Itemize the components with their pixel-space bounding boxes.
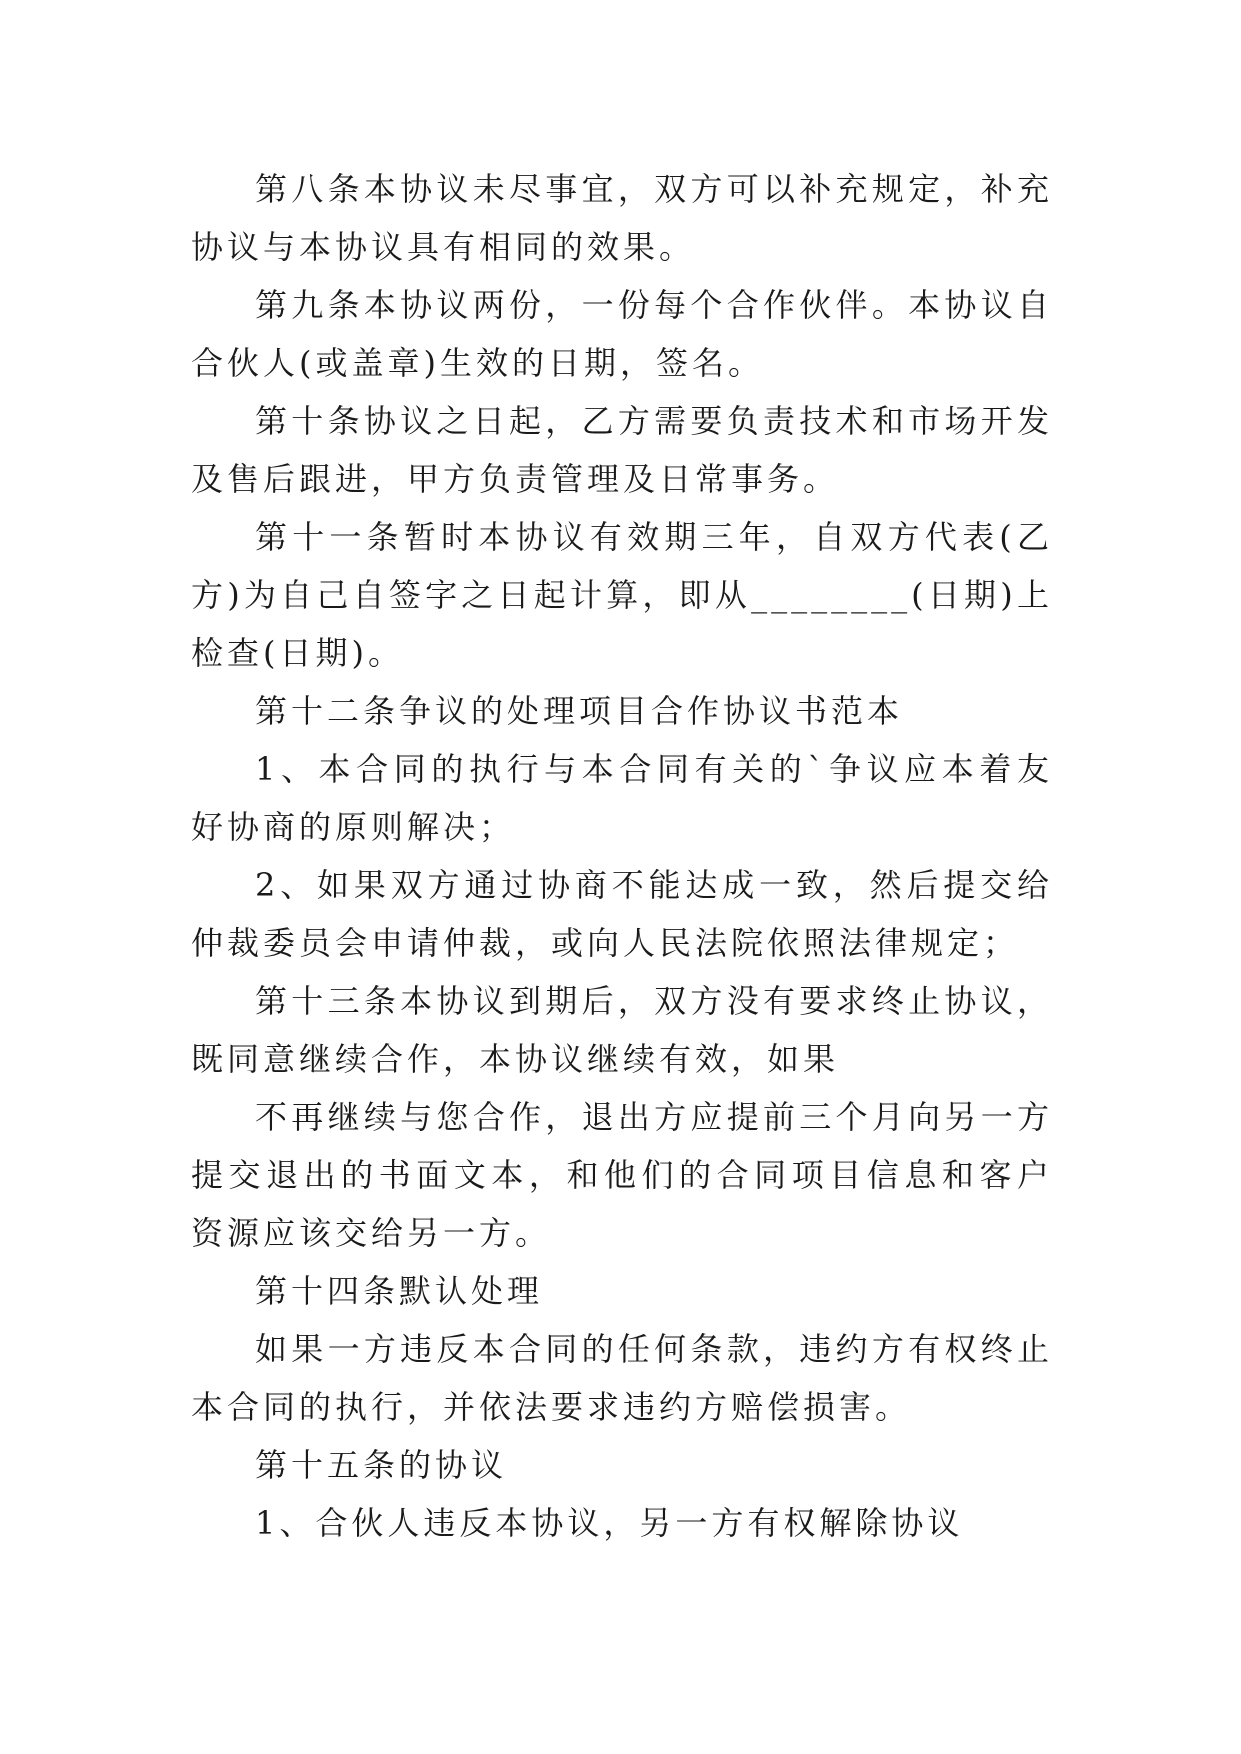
paragraph-article-12-item-1: 1、本合同的执行与本合同有关的`争议应本着友好协商的原则解决； bbox=[191, 750, 1053, 846]
document-body bbox=[191, 160, 1053, 1552]
paragraph-article-14-heading: 第十四条默认处理 bbox=[255, 1272, 544, 1310]
paragraph-article-8: 第八条本协议未尽事宜，双方可以补充规定，补充协议与本协议具有相同的效果。 bbox=[191, 170, 1053, 266]
paragraph-article-14-body: 如果一方违反本合同的任何条款，违约方有权终止本合同的执行，并依法要求违约方赔偿损害。 bbox=[191, 1330, 1053, 1426]
paragraph-article-9: 第九条本协议两份，一份每个合作伙伴。本协议自合伙人(或盖章)生效的日期，签名。 bbox=[191, 286, 1053, 382]
paragraph-article-12-heading: 第十二条争议的处理项目合作协议书范本 bbox=[255, 692, 904, 730]
paragraph-article-15-item-1: 1、合伙人违反本协议，另一方有权解除协议 bbox=[255, 1504, 964, 1542]
paragraph-article-10: 第十条协议之日起，乙方需要负责技术和市场开发及售后跟进，甲方负责管理及日常事务。 bbox=[191, 402, 1053, 498]
paragraph-article-13-continued: 不再继续与您合作，退出方应提前三个月向另一方提交退出的书面文本，和他们的合同项目信息和客户资源应该交给另一方。 bbox=[191, 1098, 1053, 1252]
paragraph-article-11: 第十一条暂时本协议有效期三年，自双方代表(乙方)为自己自签字之日起计算，即从________(日期)上检查(日期)。 bbox=[191, 518, 1053, 672]
paragraph-article-13: 第十三条本协议到期后，双方没有要求终止协议，既同意继续合作，本协议继续有效，如果 bbox=[191, 982, 1053, 1078]
paragraph-article-12-item-2: 2、如果双方通过协商不能达成一致，然后提交给仲裁委员会申请仲裁，或向人民法院依照法律规定； bbox=[191, 866, 1053, 962]
paragraph-article-15-heading: 第十五条的协议 bbox=[255, 1446, 508, 1484]
